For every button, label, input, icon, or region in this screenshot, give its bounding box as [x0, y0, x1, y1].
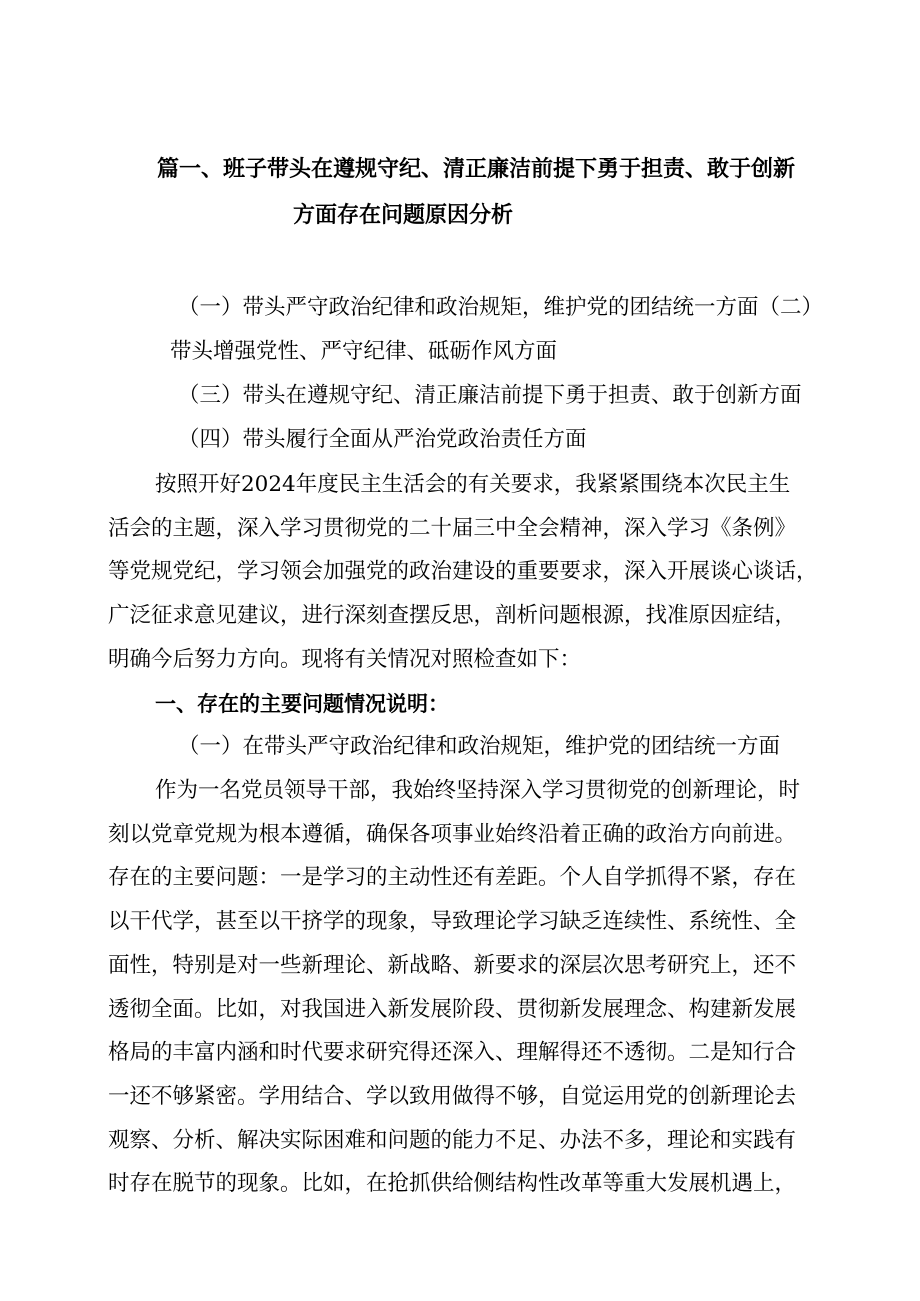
body-line: 以干代学，甚至以干挤学的现象，导致理论学习缺乏连续性、系统性、全 [108, 909, 797, 934]
intro-line: 广泛征求意见建议，进行深刻查摆反思，剖析问题根源，找准原因症结， [108, 603, 797, 628]
intro-line: 按照开好2024年度民主生活会的有关要求，我紧紧围绕本次民主生 [155, 472, 791, 497]
intro-line: 活会的主题，深入学习贯彻党的二十届三中全会精神，深入学习《条例》 [108, 516, 797, 541]
body-line: 观察、分析、解决实际困难和问题的能力不足、办法不多，理论和实践有 [108, 1128, 797, 1153]
document-title-line-1: 篇一、班子带头在遵规守纪、清正廉洁前提下勇于担责、敢于创新 [157, 157, 796, 182]
intro-line: 明确今后努力方向。现将有关情况对照检查如下： [108, 647, 582, 672]
body-line: 存在的主要问题：一是学习的主动性还有差距。个人自学抓得不紧，存在 [108, 865, 797, 890]
body-line: 透彻全面。比如，对我国进入新发展阶段、贯彻新发展理念、构建新发展 [108, 997, 797, 1022]
toc-line-1: （一）带头严守政治纪律和政治规矩，维护党的团结统一方面（二） [178, 295, 824, 320]
body-line: 格局的丰富内涵和时代要求研究得还深入、理解得还不透彻。二是知行合 [108, 1040, 797, 1065]
subsection-heading: （一）在带头严守政治纪律和政治规矩，维护党的团结统一方面 [178, 734, 781, 759]
toc-line-2: 带头增强党性、严守纪律、砥砺作风方面 [170, 339, 558, 364]
body-line: 刻以党章党规为根本遵循，确保各项事业始终沿着正确的政治方向前进。 [108, 822, 797, 847]
body-line: 面性，特别是对一些新理论、新战略、新要求的深层次思考研究上，还不 [108, 953, 797, 978]
body-line: 一还不够紧密。学用结合、学以致用做得不够，自觉运用党的创新理论去 [108, 1084, 797, 1109]
toc-line-3: （三）带头在遵规守纪、清正廉洁前提下勇于担责、敢于创新方面 [178, 383, 802, 408]
section-heading: 一、存在的主要问题情况说明： [155, 692, 449, 716]
toc-line-4: （四）带头履行全面从严治党政治责任方面 [178, 427, 587, 452]
body-line: 时存在脱节的现象。比如，在抢抓供给侧结构性改革等重大发展机遇上， [108, 1171, 797, 1196]
document-title-line-2: 方面存在问题原因分析 [293, 203, 514, 228]
intro-line: 等党规党纪，学习领会加强党的政治建设的重要要求，深入开展谈心谈话， [108, 559, 818, 584]
body-line: 作为一名党员领导干部，我始终坚持深入学习贯彻党的创新理论，时 [155, 778, 801, 803]
